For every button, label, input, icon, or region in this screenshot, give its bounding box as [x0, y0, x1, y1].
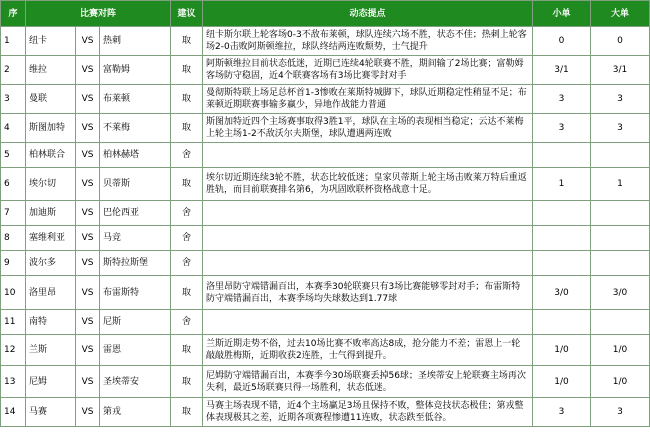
row-index: 13 [1, 366, 26, 398]
small-bet [533, 310, 591, 335]
pick-suggestion: 取 [171, 85, 203, 114]
away-team: 巴伦西亚 [100, 201, 171, 226]
home-team: 南特 [26, 310, 76, 335]
analysis-text [203, 310, 533, 335]
home-team: 柏林联合 [26, 143, 76, 168]
header-row [1, 1, 650, 27]
home-team: 洛里昂 [26, 276, 76, 310]
away-team: 贝蒂斯 [100, 168, 171, 201]
small-bet [533, 143, 591, 168]
big-bet: 1/0 [591, 335, 650, 366]
header-idx: 序 [1, 1, 26, 27]
away-team: 雷恩 [100, 335, 171, 366]
big-bet: 3 [591, 114, 650, 143]
vs-label: VS [76, 276, 100, 310]
table-row [1, 398, 650, 427]
table-row [1, 251, 650, 276]
pick-suggestion: 取 [171, 335, 203, 366]
header-small: 小单 [533, 1, 591, 27]
away-team: 布莱顿 [100, 85, 171, 114]
analysis-text [203, 251, 533, 276]
away-team: 富勒姆 [100, 56, 171, 85]
home-team: 马赛 [26, 398, 76, 427]
home-team: 兰斯 [26, 335, 76, 366]
table-row [1, 168, 650, 201]
away-team: 马竞 [100, 226, 171, 251]
big-bet [591, 143, 650, 168]
row-index: 8 [1, 226, 26, 251]
pick-suggestion: 取 [171, 398, 203, 427]
table-row [1, 276, 650, 310]
small-bet [533, 201, 591, 226]
table-row [1, 310, 650, 335]
home-team: 曼联 [26, 85, 76, 114]
away-team: 尼斯 [100, 310, 171, 335]
pick-suggestion: 取 [171, 366, 203, 398]
home-team: 埃尔切 [26, 168, 76, 201]
row-index: 7 [1, 201, 26, 226]
row-index: 11 [1, 310, 26, 335]
big-bet: 1/0 [591, 366, 650, 398]
analysis-text: 兰斯近期走势不俗，过去10场比赛不败率高达8成，抢分能力不差；雷恩上一轮敲敲胜梅斯，近期收获2连胜，士气得到提升。 [203, 335, 533, 366]
analysis-text [203, 143, 533, 168]
row-index: 3 [1, 85, 26, 114]
table-row [1, 27, 650, 56]
home-team: 纽卡 [26, 27, 76, 56]
vs-label: VS [76, 168, 100, 201]
row-index: 2 [1, 56, 26, 85]
big-bet: 3 [591, 398, 650, 427]
table-row [1, 201, 650, 226]
big-bet [591, 251, 650, 276]
small-bet: 1/0 [533, 366, 591, 398]
big-bet [591, 226, 650, 251]
small-bet: 3/0 [533, 276, 591, 310]
home-team: 维拉 [26, 56, 76, 85]
analysis-text [203, 226, 533, 251]
big-bet: 0 [591, 27, 650, 56]
pick-suggestion: 舍 [171, 201, 203, 226]
analysis-text: 阿斯顿维拉目前状态低迷，近期已连续4轮联赛不胜，期间输了2场比赛；富勒姆客场防守稳固，近4个联赛客场有3场比赛零封对手 [203, 56, 533, 85]
pick-suggestion: 舍 [171, 251, 203, 276]
vs-label: VS [76, 226, 100, 251]
analysis-text: 纽卡斯尔联上轮客场0-3不敌布莱顿，球队连续六场不胜，状态不佳；热刺上轮客场2-0击败阿斯顿维拉，球队终结两连败颓势，士气提升 [203, 27, 533, 56]
home-team: 波尔多 [26, 251, 76, 276]
away-team: 热刺 [100, 27, 171, 56]
pick-suggestion: 取 [171, 114, 203, 143]
big-bet [591, 310, 650, 335]
pick-suggestion: 舍 [171, 226, 203, 251]
small-bet: 1 [533, 168, 591, 201]
big-bet: 3 [591, 85, 650, 114]
vs-label: VS [76, 398, 100, 427]
small-bet: 0 [533, 27, 591, 56]
away-team: 不莱梅 [100, 114, 171, 143]
home-team: 塞维利亚 [26, 226, 76, 251]
pick-suggestion: 舍 [171, 310, 203, 335]
small-bet: 3/1 [533, 56, 591, 85]
analysis-text: 马赛主场表现不错，近4个主场赢足3场且保持不败，整体竞技状态极佳；第戎整体表现极其之差，近期各项赛程惨遭11连败，状态跌至低谷。 [203, 398, 533, 427]
small-bet: 3 [533, 114, 591, 143]
pick-suggestion: 取 [171, 56, 203, 85]
pick-suggestion: 取 [171, 27, 203, 56]
row-index: 9 [1, 251, 26, 276]
row-index: 12 [1, 335, 26, 366]
table-row [1, 114, 650, 143]
vs-label: VS [76, 114, 100, 143]
small-bet [533, 226, 591, 251]
analysis-text [203, 201, 533, 226]
big-bet [591, 201, 650, 226]
row-index: 1 [1, 27, 26, 56]
row-index: 5 [1, 143, 26, 168]
away-team: 布雷斯特 [100, 276, 171, 310]
pick-suggestion: 取 [171, 276, 203, 310]
vs-label: VS [76, 85, 100, 114]
header-desc: 动态提点 [203, 1, 533, 27]
table-row [1, 366, 650, 398]
table-row [1, 335, 650, 366]
table-row [1, 56, 650, 85]
small-bet: 3 [533, 398, 591, 427]
analysis-text: 尼姆防守端错漏百出，本赛季今30场联赛丢掉56球；圣埃蒂安上轮联赛主场再次失利，最近5场联赛只得一场胜利，状态低迷。 [203, 366, 533, 398]
vs-label: VS [76, 366, 100, 398]
vs-label: VS [76, 143, 100, 168]
row-index: 14 [1, 398, 26, 427]
vs-label: VS [76, 27, 100, 56]
analysis-text: 斯图加特近四个主场赛事取得3胜1平，球队在主场的表现相当稳定；云达不莱梅上轮主场1-2不敌沃尔夫斯堡，球队遭遇两连败 [203, 114, 533, 143]
big-bet: 3/0 [591, 276, 650, 310]
pick-suggestion: 舍 [171, 143, 203, 168]
away-team: 第戎 [100, 398, 171, 427]
big-bet: 1 [591, 168, 650, 201]
vs-label: VS [76, 56, 100, 85]
table-row [1, 85, 650, 114]
vs-label: VS [76, 201, 100, 226]
pick-suggestion: 取 [171, 168, 203, 201]
vs-label: VS [76, 251, 100, 276]
analysis-text: 曼彻斯特联上场足总杯首1-3惨败在莱斯特城脚下，球队近期稳定性稍显不足；布莱顿近期联赛事输多赢少，异地作战能力普通 [203, 85, 533, 114]
analysis-text: 洛里昂防守端错漏百出，本赛季30轮联赛只有3场比赛能够零封对手；布雷斯特防守端错漏百出，本赛季场均失球数达到1.77球 [203, 276, 533, 310]
header-big: 大单 [591, 1, 650, 27]
header-match: 比赛对阵 [26, 1, 171, 27]
vs-label: VS [76, 335, 100, 366]
small-bet: 3 [533, 85, 591, 114]
small-bet [533, 251, 591, 276]
away-team: 斯特拉斯堡 [100, 251, 171, 276]
table-row [1, 226, 650, 251]
analysis-text: 埃尔切近期连续3轮不胜，状态比较低迷；皇家贝蒂斯上轮主场击败莱万特后重返胜轨，而目前联赛排名第6，为巩固欧联杯资格战意十足。 [203, 168, 533, 201]
small-bet: 1/0 [533, 335, 591, 366]
vs-label: VS [76, 310, 100, 335]
away-team: 柏林赫塔 [100, 143, 171, 168]
header-pick: 建议 [171, 1, 203, 27]
row-index: 10 [1, 276, 26, 310]
home-team: 加迪斯 [26, 201, 76, 226]
home-team: 斯图加特 [26, 114, 76, 143]
away-team: 圣埃蒂安 [100, 366, 171, 398]
table-row [1, 143, 650, 168]
big-bet: 3/1 [591, 56, 650, 85]
row-index: 6 [1, 168, 26, 201]
home-team: 尼姆 [26, 366, 76, 398]
row-index: 4 [1, 114, 26, 143]
